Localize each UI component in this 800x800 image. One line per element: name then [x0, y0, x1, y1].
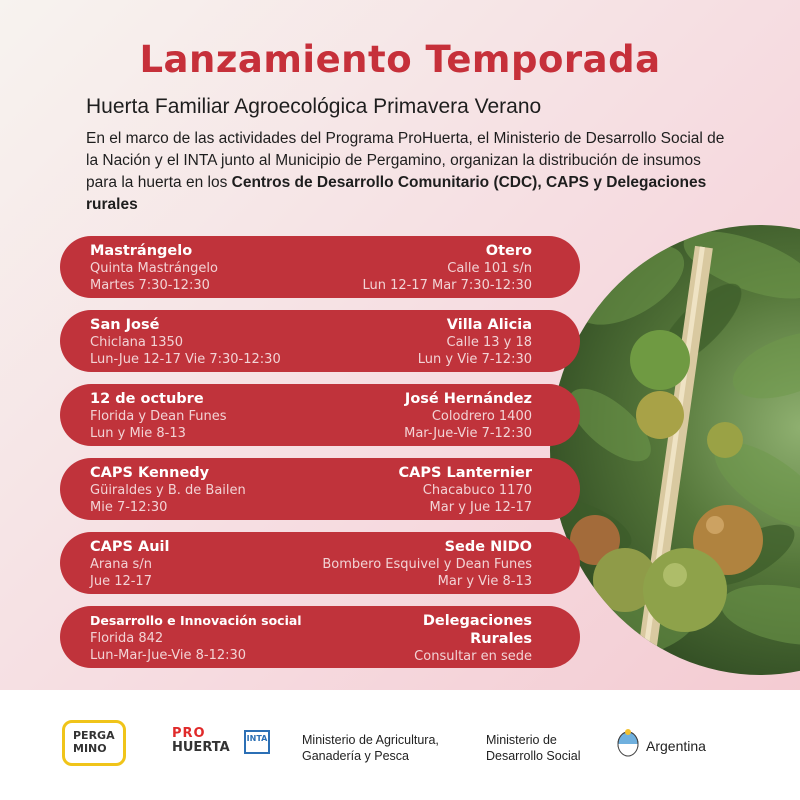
- location-schedule: Mie 7-12:30: [90, 500, 168, 515]
- location-schedule: Lun-Jue 12-17 Vie 7:30-12:30: [90, 352, 281, 367]
- location-card-1: [60, 236, 580, 298]
- location-schedule: Lun-Mar-Jue-Vie 8-12:30: [90, 648, 247, 663]
- location-left: [90, 242, 218, 294]
- prohuerta-logo-bottom: HUERTA: [172, 740, 230, 755]
- location-right: [398, 464, 532, 516]
- location-card-4: [60, 458, 580, 520]
- argentina-coat-of-arms-icon: [616, 728, 640, 758]
- location-schedule: Lun y Vie 7-12:30: [417, 352, 532, 367]
- location-name: CAPS Auil: [90, 539, 170, 555]
- inta-logo: INTA: [244, 730, 270, 754]
- location-address: Chiclana 1350: [90, 335, 184, 350]
- intro-paragraph: [86, 128, 726, 216]
- pergamino-logo-line2: MINO: [73, 742, 107, 755]
- location-card-3: [60, 384, 580, 446]
- sponsor-footer: [0, 690, 800, 800]
- location-left: [90, 538, 169, 590]
- location-name: Mastrángelo: [90, 243, 193, 259]
- ministerio-desarrollo-line1: Ministerio de: [486, 733, 557, 747]
- location-right: [418, 316, 532, 368]
- location-name: Delegaciones: [422, 613, 532, 629]
- location-schedule: Martes 7:30-12:30: [90, 278, 210, 293]
- ministerio-agricultura: [302, 732, 439, 764]
- location-schedule: Mar-Jue-Vie 7-12:30: [404, 426, 532, 441]
- location-schedule: Lun 12-17 Mar 7:30-12:30: [362, 278, 532, 293]
- location-right: [322, 538, 532, 590]
- location-name: 12 de octubre: [90, 391, 204, 407]
- prohuerta-logo: [172, 727, 230, 755]
- location-address: Calle 13 y 18: [446, 335, 532, 350]
- location-schedule: Lun y Mie 8-13: [90, 426, 186, 441]
- location-address: Florida y Dean Funes: [90, 409, 227, 424]
- page-title: Lanzamiento Temporada: [139, 38, 661, 81]
- location-name: Otero: [485, 243, 532, 259]
- location-left: [90, 464, 246, 516]
- location-card-2: [60, 310, 580, 372]
- argentina-label: Argentina: [646, 738, 706, 754]
- location-right: [362, 242, 532, 294]
- location-card-6: [60, 606, 580, 668]
- tomato-plant-photo: [550, 225, 800, 675]
- location-name: Villa Alicia: [446, 317, 532, 333]
- ministerio-desarrollo-line2: Desarrollo Social: [486, 749, 581, 763]
- location-address: Bombero Esquivel y Dean Funes: [322, 557, 532, 572]
- page-subtitle: Huerta Familiar Agroecológica Primavera Verano: [86, 95, 542, 118]
- location-name-line2: Rurales: [470, 631, 532, 647]
- location-address: Florida 842: [90, 631, 164, 646]
- location-name: San José: [90, 317, 160, 333]
- location-schedule: Jue 12-17: [90, 574, 152, 589]
- prohuerta-logo-top: PRO: [172, 726, 206, 741]
- location-address: Colodrero 1400: [431, 409, 532, 424]
- location-address: Güiraldes y B. de Bailen: [90, 483, 246, 498]
- location-address: Quinta Mastrángelo: [90, 261, 218, 276]
- location-right: [404, 390, 532, 442]
- location-left: [90, 390, 227, 442]
- location-left: [90, 612, 302, 664]
- ministerio-desarrollo-social: [486, 732, 580, 764]
- location-address: Chacabuco 1170: [422, 483, 532, 498]
- intro-bold-text: Centros de Desarrollo Comunitario (CDC), CAPS y Delegaciones rurales: [86, 174, 707, 213]
- location-name: José Hernández: [404, 391, 532, 407]
- ministerio-agricultura-line2: Ganadería y Pesca: [302, 749, 410, 763]
- intro-text: En el marco de las actividades del Programa ProHuerta, el Ministerio de Desarrollo Social de la Nación y el INTA junto al Municipio de Pergamino, organizan la distribución de insumos para la huerta en los: [86, 130, 725, 191]
- location-name: Sede NIDO: [444, 539, 532, 555]
- location-left: [90, 316, 281, 368]
- location-address: Arana s/n: [90, 557, 152, 572]
- pergamino-logo-line1: PERGA: [73, 729, 115, 742]
- location-right: [414, 612, 532, 665]
- location-schedule: Mar y Jue 12-17: [429, 500, 532, 515]
- location-schedule: Mar y Vie 8-13: [437, 574, 532, 589]
- location-name: CAPS Kennedy: [90, 465, 210, 481]
- location-address: Calle 101 s/n: [447, 261, 532, 276]
- location-name: CAPS Lanternier: [398, 465, 532, 481]
- ministerio-agricultura-line1: Ministerio de Agricultura,: [302, 733, 439, 747]
- pergamino-logo: [62, 720, 126, 766]
- location-card-5: [60, 532, 580, 594]
- location-note: Consultar en sede: [414, 649, 532, 664]
- location-name: Desarrollo e Innovación social: [90, 613, 302, 628]
